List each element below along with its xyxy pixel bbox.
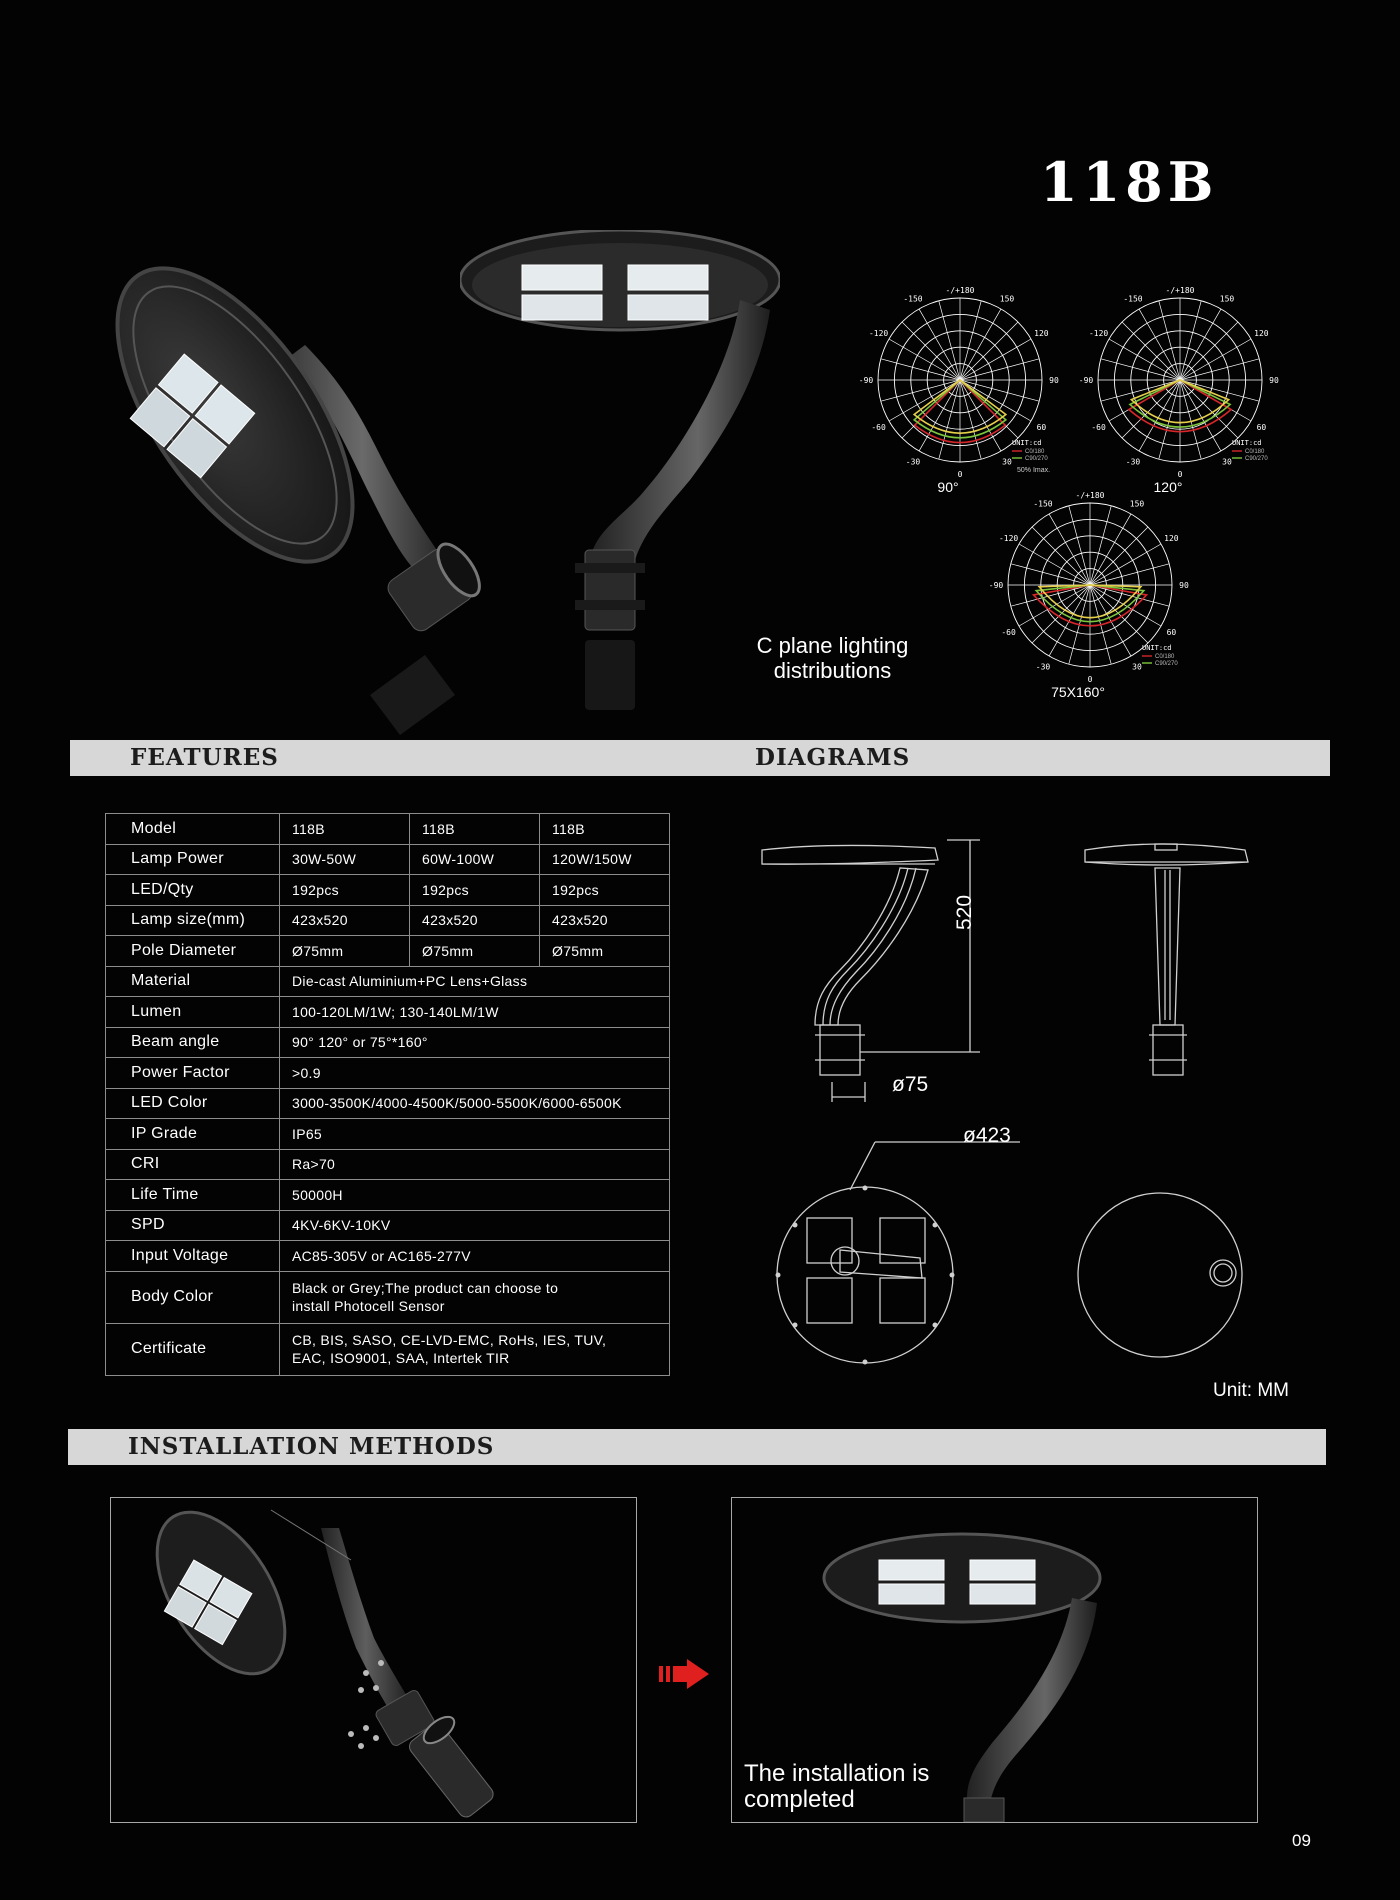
polar-spoke bbox=[902, 322, 960, 380]
polar-tick-label: 60 bbox=[1166, 628, 1177, 637]
polar-tick-label: 90 bbox=[1269, 376, 1279, 385]
spec-value: 120W/150W bbox=[540, 844, 670, 875]
polar-tick-label: -60 bbox=[871, 423, 886, 432]
spec-row bbox=[106, 1058, 670, 1089]
polar-caption-line2: distributions bbox=[773, 658, 892, 683]
polar-tick-label: 120 bbox=[1034, 329, 1049, 338]
polar-beam-label: 90° bbox=[937, 479, 959, 495]
polar-spoke bbox=[1180, 339, 1251, 380]
polar-spoke bbox=[960, 309, 1001, 380]
spec-label: LED Color bbox=[106, 1088, 280, 1119]
page-number: 09 bbox=[1292, 1831, 1311, 1850]
diagrams-heading: DIAGRAMS bbox=[755, 744, 911, 771]
polar-spoke bbox=[1011, 585, 1090, 606]
polar-beam-label: 120° bbox=[1153, 479, 1183, 495]
spec-row bbox=[106, 1119, 670, 1150]
spec-label: Input Voltage bbox=[106, 1241, 280, 1272]
polar-tick-label: -30 bbox=[905, 457, 921, 467]
polar-tick-label: 0 bbox=[957, 470, 963, 479]
polar-tick-label: 120 bbox=[1164, 534, 1179, 543]
spec-label: Certificate bbox=[106, 1323, 280, 1375]
spec-row bbox=[106, 1210, 670, 1241]
polar-spoke bbox=[1101, 380, 1180, 401]
spec-value: AC85-305V or AC165-277V bbox=[280, 1241, 670, 1272]
polar-tick-label: 0 bbox=[1087, 675, 1093, 684]
spec-label: Beam angle bbox=[106, 1027, 280, 1058]
height-dimension: 520 bbox=[953, 894, 976, 930]
polar-spoke bbox=[1101, 359, 1180, 380]
polar-tick-label: 120 bbox=[1254, 329, 1269, 338]
polar-spoke bbox=[1090, 506, 1111, 585]
polar-spoke bbox=[1159, 301, 1180, 380]
polar-spoke bbox=[960, 380, 981, 459]
pole-dimension: ø75 bbox=[892, 1073, 929, 1096]
installation-step-1-illustration bbox=[111, 1498, 636, 1822]
spec-value bbox=[280, 1323, 670, 1375]
spec-value: >0.9 bbox=[280, 1058, 670, 1089]
polar-spoke bbox=[919, 309, 960, 380]
polar-tick-label: 150 bbox=[1129, 499, 1145, 509]
spec-label: Pole Diameter bbox=[106, 936, 280, 967]
spec-value-line2: EAC, ISO9001, SAA, Intertek TIR bbox=[292, 1350, 510, 1366]
legend-label: C90/270 bbox=[1155, 661, 1178, 667]
polar-tick-label: 90 bbox=[1049, 376, 1059, 385]
polar-note: 50% Imax. bbox=[1017, 467, 1051, 474]
unit-label: Unit: MM bbox=[1213, 1380, 1289, 1401]
spec-row bbox=[106, 936, 670, 967]
polar-spoke bbox=[1180, 309, 1221, 380]
completed-caption bbox=[744, 1761, 929, 1813]
diameter-dimension: ø423 bbox=[963, 1124, 1011, 1147]
polar-spoke bbox=[939, 301, 960, 380]
polar-caption-line1: C plane lighting bbox=[756, 633, 909, 658]
polar-spoke bbox=[1122, 322, 1180, 380]
polar-unit-label: UNIT:cd bbox=[1142, 644, 1172, 652]
spec-value-line2: install Photocell Sensor bbox=[292, 1298, 445, 1314]
polar-spoke bbox=[1090, 585, 1169, 606]
polar-chart bbox=[989, 491, 1189, 700]
legend-label: C90/270 bbox=[1245, 456, 1268, 462]
polar-spoke bbox=[1180, 301, 1201, 380]
spec-label: Lamp size(mm) bbox=[106, 905, 280, 936]
polar-tick-label: -120 bbox=[868, 329, 889, 338]
polar-tick-label: 60 bbox=[1036, 423, 1047, 432]
spec-value bbox=[280, 1271, 670, 1323]
spec-row bbox=[106, 997, 670, 1028]
spec-row bbox=[106, 844, 670, 875]
legend-label: C0/180 bbox=[1025, 449, 1045, 455]
installation-heading: INSTALLATION METHODS bbox=[128, 1433, 495, 1460]
polar-tick-label: -30 bbox=[1035, 662, 1051, 672]
spec-value: 100-120LM/1W; 130-140LM/1W bbox=[280, 997, 670, 1028]
polar-chart bbox=[859, 286, 1059, 495]
spec-value: 192pcs bbox=[410, 875, 540, 906]
installation-band bbox=[68, 1429, 1326, 1465]
polar-beam-label: 75X160° bbox=[1051, 684, 1105, 700]
spec-value: 423x520 bbox=[280, 905, 410, 936]
spec-row bbox=[106, 1180, 670, 1211]
model-title: 118B bbox=[1040, 150, 1219, 214]
polar-tick-label: 30 bbox=[1222, 457, 1232, 467]
polar-chart-group bbox=[859, 286, 1279, 700]
spec-value: 30W-50W bbox=[280, 844, 410, 875]
polar-spoke bbox=[1180, 359, 1259, 380]
technical-drawings bbox=[740, 820, 1300, 1380]
polar-tick-label: -150 bbox=[1123, 294, 1143, 304]
polar-tick-label: -60 bbox=[1091, 423, 1106, 432]
spec-row bbox=[106, 966, 670, 997]
polar-caption bbox=[745, 633, 920, 683]
polar-spoke bbox=[960, 359, 1039, 380]
polar-spoke bbox=[1090, 564, 1169, 585]
polar-tick-label: -60 bbox=[1001, 628, 1016, 637]
polar-spoke bbox=[1049, 514, 1090, 585]
spec-label: SPD bbox=[106, 1210, 280, 1241]
spec-label: Life Time bbox=[106, 1180, 280, 1211]
features-diagrams-band bbox=[70, 740, 1330, 776]
completed-caption-line2: completed bbox=[744, 1786, 855, 1813]
spec-row bbox=[106, 875, 670, 906]
spec-value: 50000H bbox=[280, 1180, 670, 1211]
polar-tick-label: 90 bbox=[1179, 581, 1189, 590]
polar-spoke bbox=[960, 339, 1031, 380]
product-photo-upright bbox=[460, 230, 780, 740]
polar-spoke bbox=[960, 301, 981, 380]
polar-spoke bbox=[1090, 514, 1131, 585]
polar-spoke bbox=[960, 322, 1018, 380]
polar-unit-label: UNIT:cd bbox=[1012, 439, 1042, 447]
polar-spoke bbox=[1139, 309, 1180, 380]
spec-value: Ø75mm bbox=[280, 936, 410, 967]
polar-tick-label: 60 bbox=[1256, 423, 1267, 432]
spec-label: Body Color bbox=[106, 1271, 280, 1323]
spec-row bbox=[106, 1027, 670, 1058]
polar-spoke bbox=[1180, 322, 1238, 380]
polar-tick-label: -30 bbox=[1125, 457, 1141, 467]
polar-tick-label: 150 bbox=[1219, 294, 1235, 304]
spec-value: Die-cast Aluminium+PC Lens+Glass bbox=[280, 966, 670, 997]
polar-spoke bbox=[1180, 380, 1259, 401]
polar-tick-label: 0 bbox=[1177, 470, 1183, 479]
polar-chart bbox=[1079, 286, 1279, 495]
spec-value: 118B bbox=[280, 814, 410, 845]
polar-top-label: -/+180 bbox=[1165, 286, 1195, 295]
polar-spoke bbox=[881, 359, 960, 380]
spec-label: Power Factor bbox=[106, 1058, 280, 1089]
spec-value-line1: CB, BIS, SASO, CE-LVD-EMC, RoHs, IES, TUV, bbox=[292, 1332, 607, 1348]
spec-row bbox=[106, 1323, 670, 1375]
polar-spoke bbox=[939, 380, 960, 459]
spec-value: Ø75mm bbox=[410, 936, 540, 967]
installation-step-2-frame bbox=[731, 1497, 1258, 1823]
completed-caption-line1: The installation is bbox=[744, 1760, 930, 1787]
polar-spoke bbox=[1069, 506, 1090, 585]
polar-tick-label: -90 bbox=[858, 376, 874, 385]
spec-label: IP Grade bbox=[106, 1119, 280, 1150]
polar-tick-label: -150 bbox=[903, 294, 923, 304]
spec-label: LED/Qty bbox=[106, 875, 280, 906]
polar-spoke bbox=[1019, 544, 1090, 585]
spec-value: Ø75mm bbox=[540, 936, 670, 967]
spec-value: 423x520 bbox=[410, 905, 540, 936]
polar-tick-label: -90 bbox=[1078, 376, 1094, 385]
spec-value: 118B bbox=[410, 814, 540, 845]
legend-label: C90/270 bbox=[1025, 456, 1048, 462]
polar-unit-label: UNIT:cd bbox=[1232, 439, 1262, 447]
spec-label: Lumen bbox=[106, 997, 280, 1028]
spec-table bbox=[105, 813, 670, 1376]
polar-spoke bbox=[1090, 544, 1161, 585]
polar-tick-label: 30 bbox=[1132, 662, 1142, 672]
spec-value: 192pcs bbox=[540, 875, 670, 906]
spec-value-line1: Black or Grey;The product can choose to bbox=[292, 1280, 559, 1296]
features-heading: FEATURES bbox=[130, 744, 279, 771]
spec-row bbox=[106, 1088, 670, 1119]
spec-label: Material bbox=[106, 966, 280, 997]
spec-row bbox=[106, 1271, 670, 1323]
installation-step-1-frame bbox=[110, 1497, 637, 1823]
spec-row bbox=[106, 814, 670, 845]
polar-spoke bbox=[1109, 339, 1180, 380]
polar-tick-label: 30 bbox=[1002, 457, 1012, 467]
spec-row bbox=[106, 1149, 670, 1180]
spec-row bbox=[106, 905, 670, 936]
polar-tick-label: -90 bbox=[988, 581, 1004, 590]
polar-tick-label: 150 bbox=[999, 294, 1015, 304]
next-step-arrow-icon bbox=[657, 1657, 711, 1691]
spec-row bbox=[106, 1241, 670, 1272]
spec-value: 3000-3500K/4000-4500K/5000-5500K/6000-6500K bbox=[280, 1088, 670, 1119]
spec-label: Lamp Power bbox=[106, 844, 280, 875]
spec-value: 4KV-6KV-10KV bbox=[280, 1210, 670, 1241]
polar-tick-label: -120 bbox=[1088, 329, 1109, 338]
polar-tick-label: -150 bbox=[1033, 499, 1053, 509]
polar-spoke bbox=[1011, 564, 1090, 585]
polar-top-label: -/+180 bbox=[945, 286, 975, 295]
legend-label: C0/180 bbox=[1245, 449, 1265, 455]
polar-tick-label: -120 bbox=[998, 534, 1019, 543]
spec-value: IP65 bbox=[280, 1119, 670, 1150]
spec-label: CRI bbox=[106, 1149, 280, 1180]
spec-value: 90° 120° or 75°*160° bbox=[280, 1027, 670, 1058]
spec-value: 192pcs bbox=[280, 875, 410, 906]
product-photo-tilted bbox=[70, 225, 510, 745]
polar-spoke bbox=[889, 339, 960, 380]
spec-value: Ra>70 bbox=[280, 1149, 670, 1180]
polar-top-label: -/+180 bbox=[1075, 491, 1105, 500]
spec-label: Model bbox=[106, 814, 280, 845]
spec-value: 423x520 bbox=[540, 905, 670, 936]
polar-spoke bbox=[1032, 527, 1090, 585]
spec-value: 60W-100W bbox=[410, 844, 540, 875]
spec-value: 118B bbox=[540, 814, 670, 845]
polar-spoke bbox=[1090, 527, 1148, 585]
legend-label: C0/180 bbox=[1155, 654, 1175, 660]
